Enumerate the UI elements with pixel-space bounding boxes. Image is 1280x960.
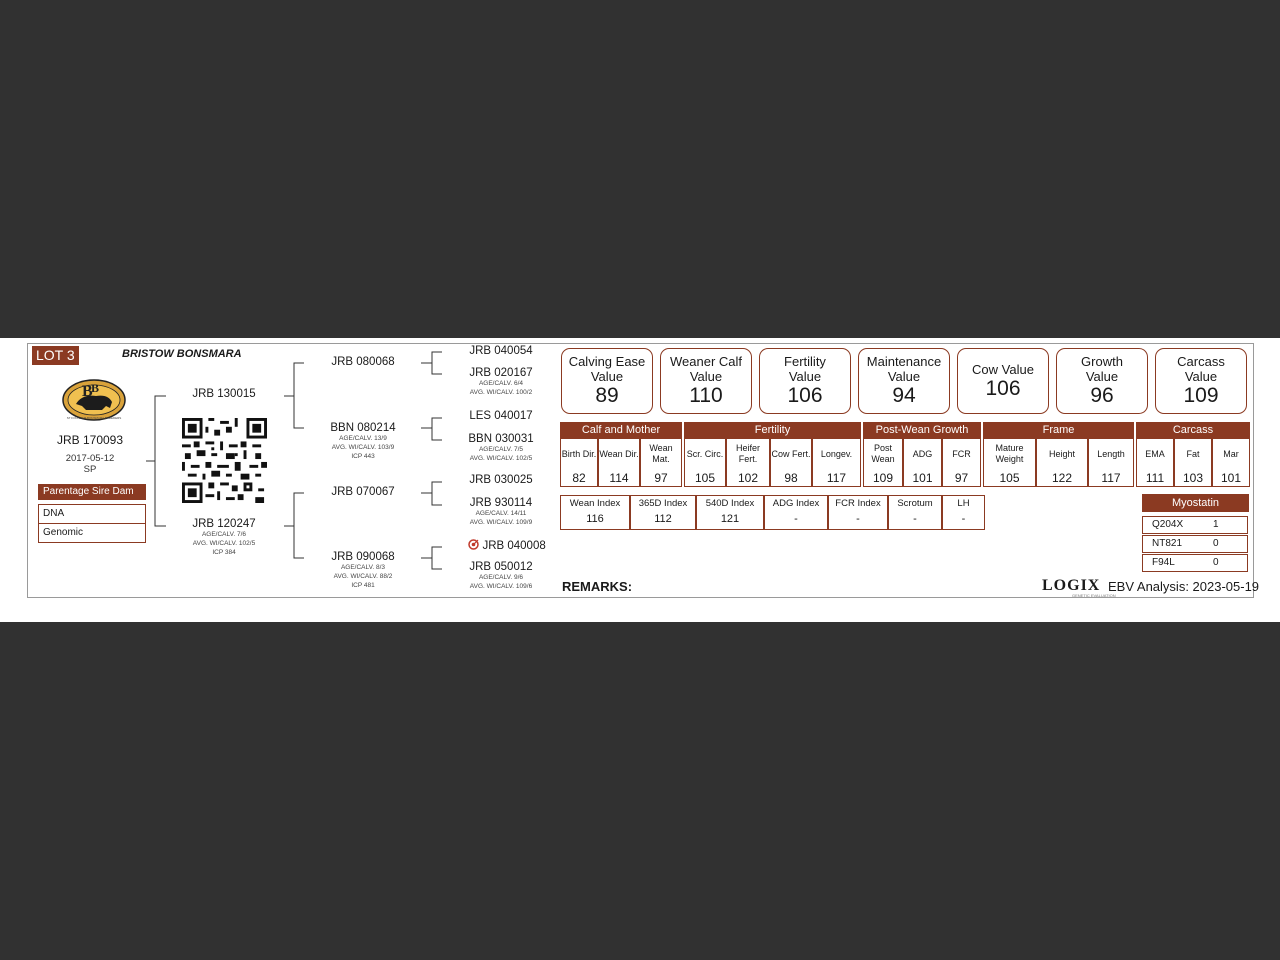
- sire-dam-detail: AGE/CALV. 13/9: [339, 435, 387, 442]
- lot-badge: LOT 3: [32, 346, 79, 365]
- ebv-header: Post Wean: [871, 443, 895, 464]
- ebv-cell: [1036, 438, 1088, 487]
- index-header: 540D Index: [705, 498, 755, 509]
- ebv-header: Height: [1048, 448, 1075, 459]
- dss-id: JRB 030025: [469, 474, 533, 486]
- ebv-header: Longev.: [820, 448, 853, 459]
- sire-dam-detail: AVG. WI/CALV. 103/9: [331, 444, 395, 451]
- myostatin-row: [1142, 535, 1248, 553]
- sdd-detail: AGE/CALV. 7/5: [478, 446, 524, 453]
- index-cell: [888, 495, 942, 530]
- value-box-cow: [957, 348, 1049, 414]
- logix-logo-subtitle: GENETIC EVALUATION: [1072, 593, 1116, 598]
- ebv-value: 101: [912, 471, 933, 485]
- value-box-maintenance: [858, 348, 950, 414]
- parentage-row-genomic: Genomic: [43, 527, 84, 538]
- value-box-carcass: [1155, 348, 1247, 414]
- dam-dam: [308, 551, 418, 590]
- analysis-date: EBV Analysis: 2023-05-19: [1108, 579, 1260, 594]
- parentage-row-dna: DNA: [39, 505, 145, 524]
- sds-id: LES 040017: [469, 410, 533, 422]
- dsd-id: JRB 930114: [469, 497, 533, 509]
- ebv-value: 82: [572, 471, 586, 485]
- ebv-cell: [983, 438, 1036, 487]
- ebv-value: 98: [784, 471, 798, 485]
- dsd-detail: AGE/CALV. 14/11: [475, 510, 527, 517]
- ddd-id: JRB 050012: [469, 561, 533, 573]
- ebv-header: ADG: [912, 448, 933, 459]
- value-label: Carcass Value: [1177, 354, 1225, 384]
- sss-id: JRB 040054: [469, 345, 533, 357]
- group-header-carcass: Carcass: [1136, 422, 1250, 438]
- ebv-cell: [726, 438, 770, 487]
- ddd: [446, 561, 556, 591]
- dam: [169, 518, 279, 557]
- ebv-header: Wean Mat.: [649, 443, 673, 464]
- index-cell: [630, 495, 696, 530]
- ebv-cell: [598, 438, 640, 487]
- myostatin-result: 1: [1213, 519, 1219, 530]
- ebv-value: 109: [872, 471, 894, 485]
- value-box-calving-ease: [561, 348, 653, 414]
- svg-text:B: B: [82, 383, 93, 400]
- value-label: Growth Value: [1081, 354, 1123, 384]
- ebv-cell: [1174, 438, 1212, 487]
- ebv-header: Fat: [1186, 448, 1200, 459]
- myostatin-result: 0: [1213, 538, 1219, 549]
- ebv-cell: [770, 438, 812, 487]
- animal-id: JRB 170093: [56, 433, 124, 447]
- ebv-cell: [942, 438, 981, 487]
- index-header: ADG Index: [772, 498, 820, 509]
- ebv-cell: [640, 438, 682, 487]
- index-value: -: [794, 513, 798, 525]
- value-box-fertility: [759, 348, 851, 414]
- myostatin-row: [1142, 516, 1248, 534]
- index-cell: [560, 495, 630, 530]
- value-label: Fertility Value: [784, 354, 826, 384]
- myostatin-result: 0: [1213, 557, 1219, 568]
- value-box-growth: [1056, 348, 1148, 414]
- index-cell: [696, 495, 764, 530]
- dam-detail: AGE/CALV. 7/6: [201, 531, 247, 538]
- sdd: [446, 433, 556, 463]
- ebv-value: 105: [999, 471, 1020, 485]
- index-header: Wean Index: [569, 498, 621, 509]
- ebv-header: Mar: [1223, 448, 1239, 459]
- index-cell: [764, 495, 828, 530]
- dds: [452, 539, 562, 552]
- index-value: 112: [654, 513, 672, 525]
- myostatin-marker: Q204X: [1152, 519, 1184, 530]
- ebv-value: 97: [654, 471, 668, 485]
- sire-id: JRB 130015: [192, 388, 256, 400]
- myostatin-marker: NT821: [1152, 538, 1183, 549]
- qr-code-icon: [182, 418, 267, 503]
- ebv-cell: [812, 438, 861, 487]
- parentage-header: Parentage Sire Dam: [38, 484, 146, 500]
- ebv-value: 101: [1220, 471, 1242, 485]
- index-cell: [942, 495, 985, 530]
- value-label: Calving Ease Value: [568, 354, 646, 384]
- animal-dob: 2017-05-12: [65, 453, 115, 464]
- ddd-detail: AGE/CALV. 9/6: [478, 574, 524, 581]
- value-number: 109: [1183, 384, 1219, 407]
- ebv-value: 117: [826, 471, 847, 485]
- index-header: LH: [957, 498, 970, 509]
- ebv-cell: [1136, 438, 1174, 487]
- logo-ring-text: ST FOUNDER BONSMARA BREEDERS: [66, 416, 122, 420]
- value-label: Maintenance Value: [866, 354, 942, 384]
- index-header: FCR Index: [835, 498, 881, 509]
- dam-dam-id: JRB 090068: [331, 551, 395, 563]
- ebv-header: Heifer Fert.: [735, 443, 760, 464]
- group-header-fertility: Fertility: [684, 422, 861, 438]
- sire-dam-detail: ICP 443: [351, 453, 375, 460]
- value-number: 106: [787, 384, 823, 407]
- ebv-value: 97: [954, 471, 969, 485]
- index-header: Scrotum: [897, 498, 933, 509]
- ssd: [446, 367, 556, 397]
- index-value: 116: [586, 513, 604, 525]
- group-header-calf-mother: Calf and Mother: [560, 422, 682, 438]
- ebv-header: Mature Weight: [995, 443, 1024, 464]
- ebv-value: 122: [1051, 471, 1073, 485]
- ebv-header: Length: [1097, 448, 1125, 459]
- ebv-header: Scr. Circ.: [686, 448, 724, 459]
- sire-dam-id: BBN 080214: [330, 422, 396, 434]
- svg-text:B: B: [91, 381, 100, 395]
- index-cell: [828, 495, 888, 530]
- dam-dam-detail: AVG. WI/CALV. 88/2: [333, 573, 393, 580]
- ebv-cell: [560, 438, 598, 487]
- dam-sire-id: JRB 070067: [331, 486, 395, 498]
- ebv-cell: [1212, 438, 1250, 487]
- dam-dam-detail: ICP 481: [351, 582, 375, 589]
- sdd-detail: AVG. WI/CALV. 102/5: [469, 455, 533, 462]
- animal-code: SP: [83, 464, 97, 475]
- myostatin-carrier-icon: [468, 539, 479, 550]
- dds-id: JRB 040008: [482, 540, 546, 552]
- ebv-value: 117: [1101, 471, 1121, 485]
- index-value: -: [913, 513, 917, 525]
- group-header-frame: Frame: [983, 422, 1134, 438]
- value-number: 94: [892, 384, 916, 407]
- index-header: 365D Index: [638, 498, 688, 509]
- index-value: 121: [720, 513, 740, 525]
- sire-sire-id: JRB 080068: [331, 356, 395, 368]
- value-label: Cow Value: [972, 362, 1034, 377]
- ebv-header: Cow Fert.: [771, 448, 811, 459]
- ebv-cell: [684, 438, 726, 487]
- ebv-header: Wean Dir.: [599, 448, 639, 459]
- myostatin-marker: F94L: [1152, 557, 1175, 568]
- dam-detail: ICP 384: [212, 549, 236, 556]
- ebv-value: 102: [737, 471, 759, 485]
- group-header-post-wean: Post-Wean Growth: [863, 422, 981, 438]
- ssd-detail: AVG. WI/CALV. 100/2: [469, 389, 533, 396]
- dam-dam-detail: AGE/CALV. 8/3: [340, 564, 386, 571]
- value-number: 89: [595, 384, 619, 407]
- remarks-label: REMARKS:: [562, 579, 633, 594]
- logix-logo: LOGIX: [1042, 577, 1101, 594]
- ebv-value: 111: [1145, 471, 1165, 485]
- ebv-value: 114: [609, 471, 629, 485]
- value-number: 96: [1090, 384, 1114, 407]
- dam-detail: AVG. WI/CALV. 102/5: [192, 540, 256, 547]
- sire-dam: [308, 422, 418, 461]
- ebv-cell: [1088, 438, 1134, 487]
- ebv-header: Birth Dir.: [561, 448, 597, 459]
- dsd: [446, 497, 556, 527]
- ssd-id: JRB 020167: [469, 367, 533, 379]
- ebv-cell: [863, 438, 903, 487]
- myostatin-header: Myostatin: [1142, 494, 1249, 512]
- breeder-name: BRISTOW BONSMARA: [122, 348, 242, 360]
- ebv-cell: [903, 438, 942, 487]
- ssd-detail: AGE/CALV. 6/4: [478, 380, 524, 387]
- ebv-value: 105: [694, 471, 716, 485]
- sdd-id: BBN 030031: [468, 433, 534, 445]
- index-value: -: [961, 513, 966, 525]
- index-value: -: [856, 513, 860, 525]
- ebv-value: 103: [1182, 471, 1204, 485]
- ddd-detail: AVG. WI/CALV. 109/6: [469, 583, 533, 590]
- value-number: 106: [985, 377, 1021, 400]
- ebv-header: EMA: [1145, 448, 1165, 459]
- ebv-header: FCR: [952, 448, 971, 459]
- dam-id: JRB 120247: [192, 518, 256, 530]
- value-box-weaner-calf: [660, 348, 752, 414]
- dsd-detail: AVG. WI/CALV. 109/9: [469, 519, 533, 526]
- myostatin-row: [1142, 554, 1248, 572]
- value-label: Weaner Calf Value: [669, 354, 742, 384]
- value-number: 110: [689, 384, 723, 407]
